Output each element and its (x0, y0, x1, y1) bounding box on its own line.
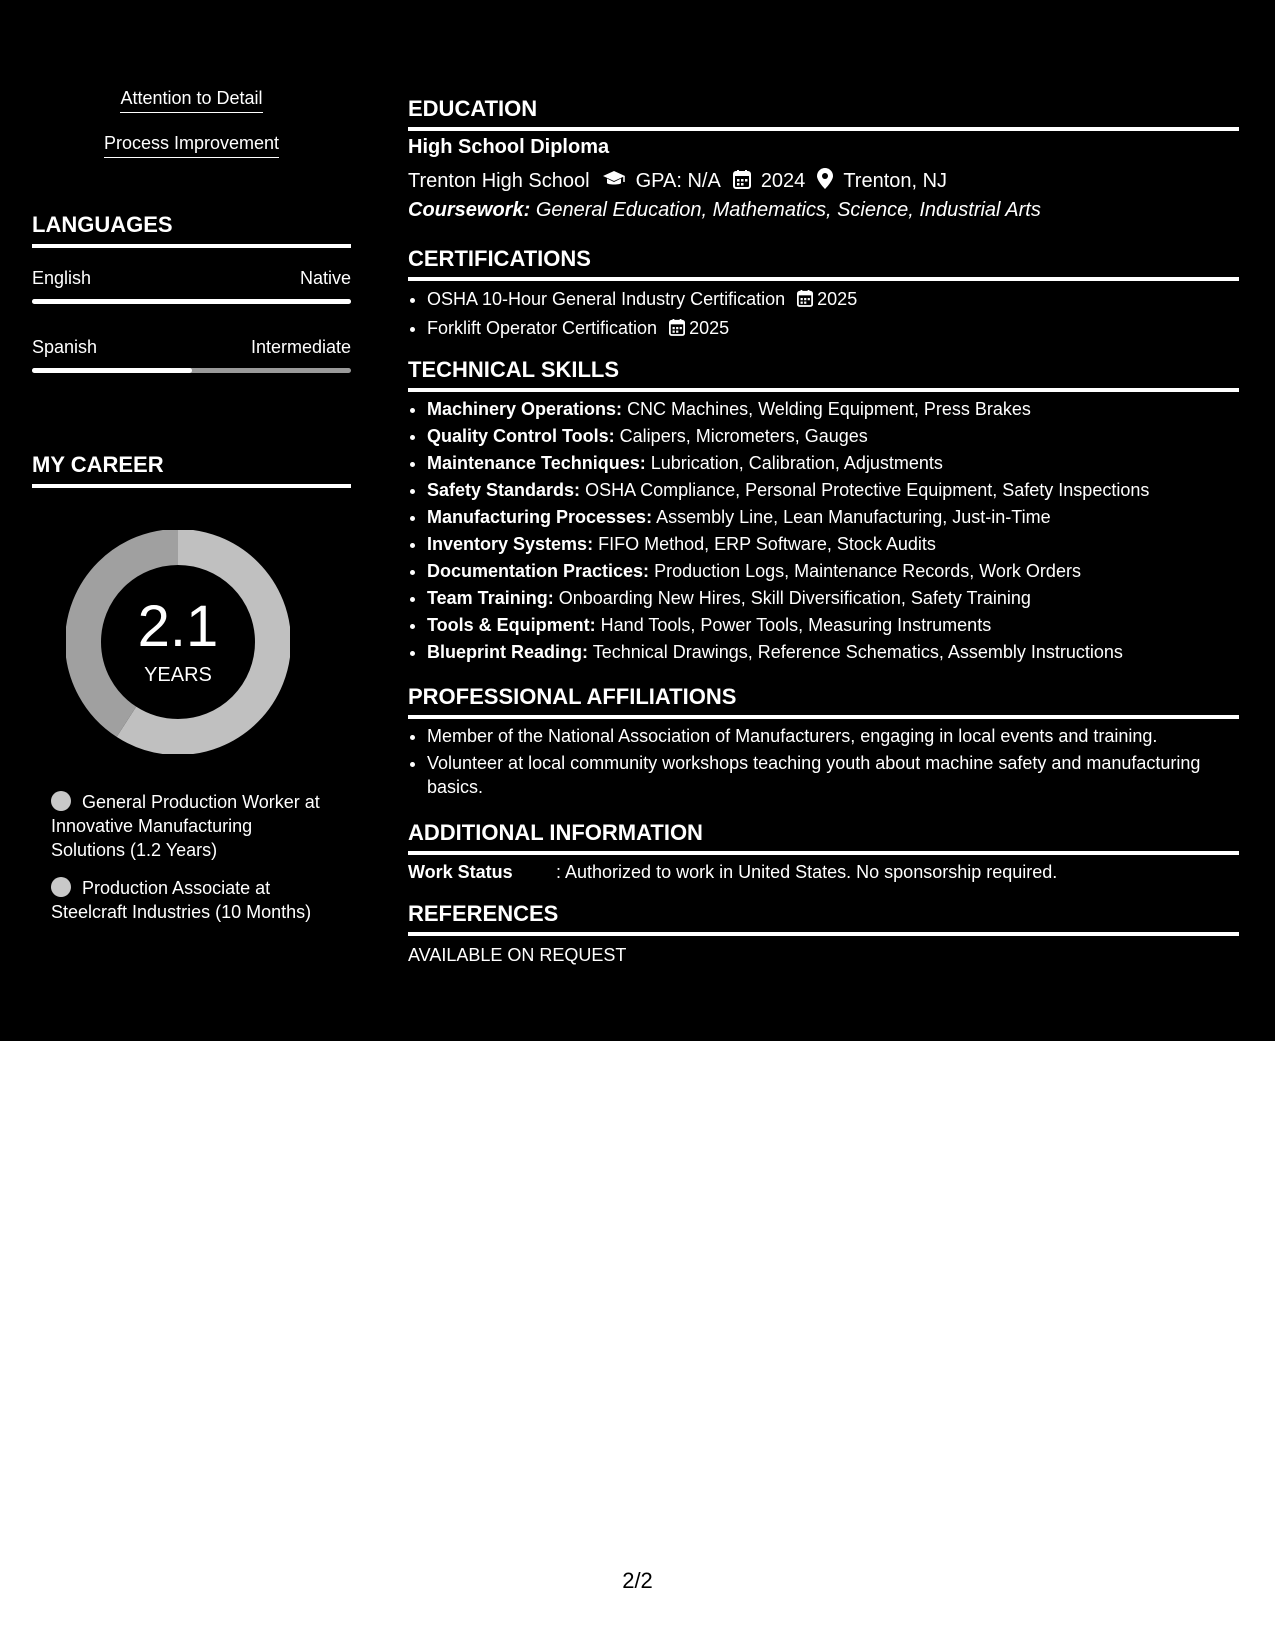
technical-skills-list (408, 396, 1258, 666)
affiliation-item: • Volunteer at local community workshops teaching youth about machine safety and manufacturing basics. (427, 751, 1258, 799)
page-number: 2/2 (622, 1568, 653, 1593)
career-item-text: General Production Worker at Innovative Manufacturing Solutions (1.2 Years) (51, 792, 320, 860)
affiliations-heading: PROFESSIONAL AFFILIATIONS (408, 684, 1239, 719)
school-location: Trenton, NJ (843, 170, 948, 192)
calendar-icon (733, 169, 751, 195)
career-years-value: 2.1 (137, 594, 219, 659)
language-level: Native (299, 268, 351, 288)
additional-info-heading: ADDITIONAL INFORMATION (408, 820, 1239, 855)
certification-year: 2025 (817, 289, 858, 309)
skill-item (427, 423, 1258, 450)
skill-category: Tools & Equipment: (427, 615, 596, 635)
references-heading: REFERENCES (408, 901, 1239, 936)
skill-detail: Lubrication, Calibration, Adjustments (650, 453, 943, 473)
language-bar (32, 299, 351, 304)
coursework-text: General Education, Mathematics, Science, Industrial Arts (535, 199, 1041, 221)
language-level: Intermediate (250, 337, 351, 357)
skill-detail: Onboarding New Hires, Skill Diversification, Safety Training (558, 588, 1031, 608)
calendar-icon (797, 288, 813, 315)
school-name: Trenton High School (408, 170, 590, 192)
bullet-dot-icon (51, 791, 71, 811)
skill-item (427, 639, 1258, 666)
skill-item (427, 531, 1258, 558)
certifications-heading: CERTIFICATIONS (408, 246, 1239, 281)
skill-tag (32, 133, 351, 158)
sidebar (32, 0, 351, 1041)
language-row (32, 337, 351, 358)
career-item (51, 876, 321, 924)
career-item-text: Production Associate at Steelcraft Industries (10 Months) (51, 878, 312, 922)
certifications-list (408, 286, 1258, 344)
certification-year: 2025 (689, 318, 730, 338)
skill-category: Manufacturing Processes: (427, 507, 653, 527)
skill-tag-label: Process Improvement (104, 133, 279, 158)
skill-tag-label: Attention to Detail (120, 88, 262, 113)
language-bar-fill (32, 299, 351, 304)
degree: High School Diploma (408, 136, 610, 158)
education-meta (408, 168, 947, 195)
skill-category: Documentation Practices: (427, 561, 650, 581)
career-heading: MY CAREER (32, 452, 351, 488)
language-bar (32, 368, 351, 373)
calendar-icon (669, 317, 685, 344)
certification-item (427, 315, 1258, 344)
skill-category: Maintenance Techniques: (427, 453, 646, 473)
coursework-label: Coursework: (408, 199, 531, 221)
technical-skills-heading: TECHNICAL SKILLS (408, 357, 1239, 392)
graduation-year: 2024 (760, 170, 806, 192)
certification-name: Forklift Operator Certification (427, 318, 658, 338)
language-bar-fill (32, 368, 192, 373)
graduation-cap-icon (602, 170, 626, 194)
skill-item (427, 477, 1258, 504)
skill-item (427, 558, 1258, 585)
languages-heading: LANGUAGES (32, 212, 351, 248)
career-item (51, 790, 321, 862)
skill-item (427, 612, 1258, 639)
skill-tag (32, 88, 351, 113)
skill-category: Blueprint Reading: (427, 642, 588, 662)
language-name: English (32, 268, 92, 288)
certification-item (427, 286, 1258, 315)
career-list (51, 790, 321, 938)
skill-detail: Calipers, Micrometers, Gauges (619, 426, 868, 446)
skill-detail: Technical Drawings, Reference Schematics, Assembly Instructions (592, 642, 1123, 662)
skill-item (427, 504, 1258, 531)
skill-category: Team Training: (427, 588, 554, 608)
work-status-label: Work Status (408, 862, 513, 882)
education-heading: EDUCATION (408, 96, 1239, 131)
skill-detail: Production Logs, Maintenance Records, Work Orders (654, 561, 1081, 581)
skill-category: Quality Control Tools: (427, 426, 615, 446)
work-status-value: : Authorized to work in United States. No sponsorship required. (556, 862, 1058, 882)
career-years-unit: YEARS (144, 664, 212, 686)
skill-item (427, 396, 1258, 423)
language-name: Spanish (32, 337, 98, 357)
gpa: GPA: N/A (635, 170, 721, 192)
skill-detail: Hand Tools, Power Tools, Measuring Instruments (600, 615, 992, 635)
skill-item (427, 585, 1258, 612)
work-status-row (408, 862, 1057, 883)
skill-item (427, 450, 1258, 477)
references-text: AVAILABLE ON REQUEST (408, 945, 627, 965)
map-pin-icon (817, 168, 833, 195)
affiliation-item: • Member of the National Association of Manufacturers, engaging in local events and training. (427, 724, 1258, 748)
bullet-dot-icon (51, 877, 71, 897)
language-row (32, 268, 351, 289)
coursework (408, 199, 1041, 222)
skill-detail: FIFO Method, ERP Software, Stock Audits (598, 534, 936, 554)
affiliations-list (408, 724, 1258, 799)
skill-category: Inventory Systems: (427, 534, 594, 554)
skill-detail: CNC Machines, Welding Equipment, Press Brakes (627, 399, 1031, 419)
certification-name: OSHA 10-Hour General Industry Certification (427, 289, 786, 309)
skill-detail: Assembly Line, Lean Manufacturing, Just-in-Time (656, 507, 1051, 527)
skill-category: Machinery Operations: (427, 399, 623, 419)
skill-detail: OSHA Compliance, Personal Protective Equipment, Safety Inspections (585, 480, 1150, 500)
skill-category: Safety Standards: (427, 480, 581, 500)
